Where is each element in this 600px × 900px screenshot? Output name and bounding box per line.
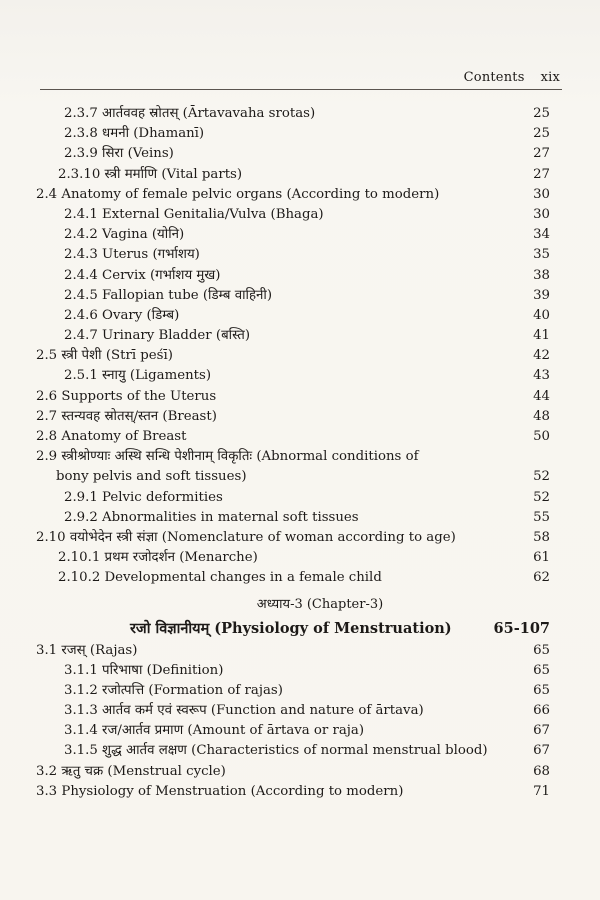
toc-entry-title: 2.4.3 Uterus (गर्भाशय) — [64, 247, 200, 263]
toc-entry-page: 38 — [533, 267, 550, 283]
toc-entry — [0, 568, 600, 588]
toc-entry — [0, 346, 600, 366]
toc-entry-title: 2.7 स्तन्यवह स्रोतस्/स्तन (Breast) — [36, 408, 217, 424]
toc-entry — [0, 681, 600, 701]
toc-entry-page: 65 — [533, 642, 550, 658]
toc-entry-title: 3.2 ऋतु चक्र (Menstrual cycle) — [36, 763, 226, 779]
toc-entry-title: 2.3.7 आर्तववह स्रोतस् (Ārtavavaha srotas) — [64, 106, 316, 121]
toc-entry-page: 34 — [533, 227, 550, 243]
toc-entry-title: 2.10.1 प्रथम रजोदर्शन (Menarche) — [58, 550, 258, 566]
toc-entry-title: 3.3 Physiology of Menstruation (According to modern) — [36, 783, 404, 799]
toc-entry-title: 3.1 रजस् (Rajas) — [36, 642, 138, 658]
toc-entry — [0, 701, 600, 721]
toc-entry-title: 2.8 Anatomy of Breast — [36, 429, 187, 444]
toc-entry-page: 62 — [533, 570, 550, 586]
toc-entry — [0, 205, 600, 225]
toc-entry-title: 2.4.4 Cervix (गर्भाशय मुख) — [64, 267, 221, 283]
toc-section-chapter-3 — [0, 641, 600, 803]
toc-entry — [0, 387, 600, 407]
toc-entry — [0, 782, 600, 802]
toc-entry — [0, 407, 600, 427]
toc-entry-title: 2.9.1 Pelvic deformities — [64, 489, 223, 505]
toc-entry — [0, 326, 600, 346]
toc-entry — [0, 144, 600, 164]
toc-entry — [0, 124, 600, 144]
toc-entry-title: 2.9 स्त्रीश्रोण्याः अस्थि सन्धि पेशीनाम् विकृतिः (Abnormal conditions of — [36, 449, 419, 465]
toc-entry — [0, 286, 600, 306]
toc-entry — [0, 306, 600, 326]
toc-entry-page: 27 — [533, 146, 550, 162]
toc-entry-page: 40 — [533, 307, 550, 323]
running-head-title: Contents — [463, 70, 525, 85]
toc-entry-page: 42 — [533, 348, 550, 364]
toc-entry-title: 2.3.8 धमनी (Dhamanī) — [64, 126, 205, 142]
toc-entry-page: 65 — [533, 682, 550, 698]
toc-entry-title: 2.10.2 Developmental changes in a female child — [58, 570, 382, 586]
toc-entry — [0, 488, 600, 508]
toc-entry — [0, 245, 600, 265]
toc-entry — [0, 528, 600, 548]
toc-entry-title: 2.3.9 सिरा (Veins) — [64, 146, 174, 162]
chapter-number: अध्याय-3 (Chapter-3) — [256, 596, 384, 612]
toc-entry — [0, 548, 600, 568]
toc-entry — [0, 762, 600, 782]
toc-entry — [0, 104, 600, 124]
toc-entry — [0, 225, 600, 245]
toc-entry — [0, 661, 600, 681]
toc-entry-page: 27 — [533, 166, 550, 182]
toc-entry-page: 67 — [533, 743, 550, 759]
toc-entry-title: 3.1.4 रज/आर्तव प्रमाण (Amount of ārtava or raja) — [64, 723, 365, 739]
toc-entry — [0, 741, 600, 761]
chapter-title-row — [0, 617, 600, 641]
toc-entry-page: 66 — [533, 703, 550, 719]
toc-entry-page: 44 — [533, 388, 550, 404]
toc-entry-title: 2.10 वयोभेदेन स्त्री संज्ञा (Nomenclature of woman according to age) — [36, 529, 456, 545]
toc-entry-page: 52 — [533, 489, 550, 505]
toc-entry — [0, 266, 600, 286]
toc-entry-title: 2.9.2 Abnormalities in maternal soft tissues — [64, 509, 359, 525]
toc-entry — [0, 447, 600, 467]
toc-entry-title: 2.4.1 External Genitalia/Vulva (Bhaga) — [64, 206, 324, 222]
toc-entry-title: 2.4 Anatomy of female pelvic organs (According to modern) — [36, 186, 440, 202]
toc-entry — [0, 165, 600, 185]
toc-entry — [0, 427, 600, 447]
running-head — [464, 70, 560, 85]
toc-entry-page: 67 — [533, 723, 550, 739]
toc-entry-title: bony pelvis and soft tissues) — [56, 469, 247, 485]
toc-entry-title: 3.1.5 शुद्ध आर्तव लक्षण (Characteristics of normal menstrual blood) — [64, 743, 488, 759]
toc-entry-title: 2.4.6 Ovary (डिम्ब) — [64, 307, 180, 323]
toc-entry-page: 35 — [533, 247, 550, 263]
toc-entry-page: 43 — [533, 368, 550, 384]
toc-entry-title: 2.5 स्त्री पेशी (Strī peśī) — [36, 348, 173, 364]
chapter-title: रजो विज्ञानीयम् (Physiology of Menstruation) — [130, 619, 452, 637]
toc-entry-page: 25 — [533, 106, 550, 121]
bleed-through-text — [170, 60, 470, 72]
toc-entry — [0, 508, 600, 528]
toc-entry-page: 30 — [533, 186, 550, 202]
toc-entry — [0, 467, 600, 487]
toc-entry-title: 3.1.2 रजोत्पत्ति (Formation of rajas) — [64, 682, 283, 698]
toc-entry-page: 41 — [533, 328, 550, 344]
toc-entry-title: 2.5.1 स्नायु (Ligaments) — [64, 368, 212, 384]
toc-section-chapter-2 — [0, 104, 600, 589]
toc-entry-title: 3.1.3 आर्तव कर्म एवं स्वरूप (Function and nature of ārtava) — [64, 703, 424, 719]
toc-entry-page: 30 — [533, 206, 550, 222]
toc-entry-title: 2.4.7 Urinary Bladder (बस्ति) — [64, 328, 251, 344]
toc-entry-page: 55 — [533, 509, 550, 525]
toc-entry-page: 25 — [533, 126, 550, 142]
toc-entry-title: 2.3.10 स्त्री मर्माणि (Vital parts) — [58, 166, 243, 182]
toc-entry-page: 61 — [533, 550, 550, 566]
toc-entry-page: 68 — [533, 763, 550, 779]
toc-entry-title: 2.4.5 Fallopian tube (डिम्ब वाहिनी) — [64, 287, 273, 303]
toc-entry-page: 71 — [533, 783, 550, 799]
running-head-page: xix — [540, 70, 560, 85]
toc-entry-page: 58 — [533, 529, 550, 545]
toc-entry — [0, 366, 600, 386]
toc-entry-page: 50 — [533, 429, 550, 444]
toc-entry — [0, 641, 600, 661]
toc-entry-page: 65 — [533, 662, 550, 678]
toc-entry-title: 3.1.1 परिभाषा (Definition) — [64, 662, 224, 678]
table-of-contents — [0, 104, 600, 802]
toc-entry-page: 39 — [533, 287, 550, 303]
toc-entry-page: 48 — [533, 408, 550, 424]
toc-entry — [0, 185, 600, 205]
header-rule — [40, 89, 562, 90]
toc-entry-title: 2.6 Supports of the Uterus — [36, 388, 217, 404]
toc-entry-page: 52 — [533, 469, 550, 485]
toc-entry — [0, 721, 600, 741]
chapter-pages: 65-107 — [493, 619, 550, 637]
toc-entry-title: 2.4.2 Vagina (योनि) — [64, 227, 185, 243]
